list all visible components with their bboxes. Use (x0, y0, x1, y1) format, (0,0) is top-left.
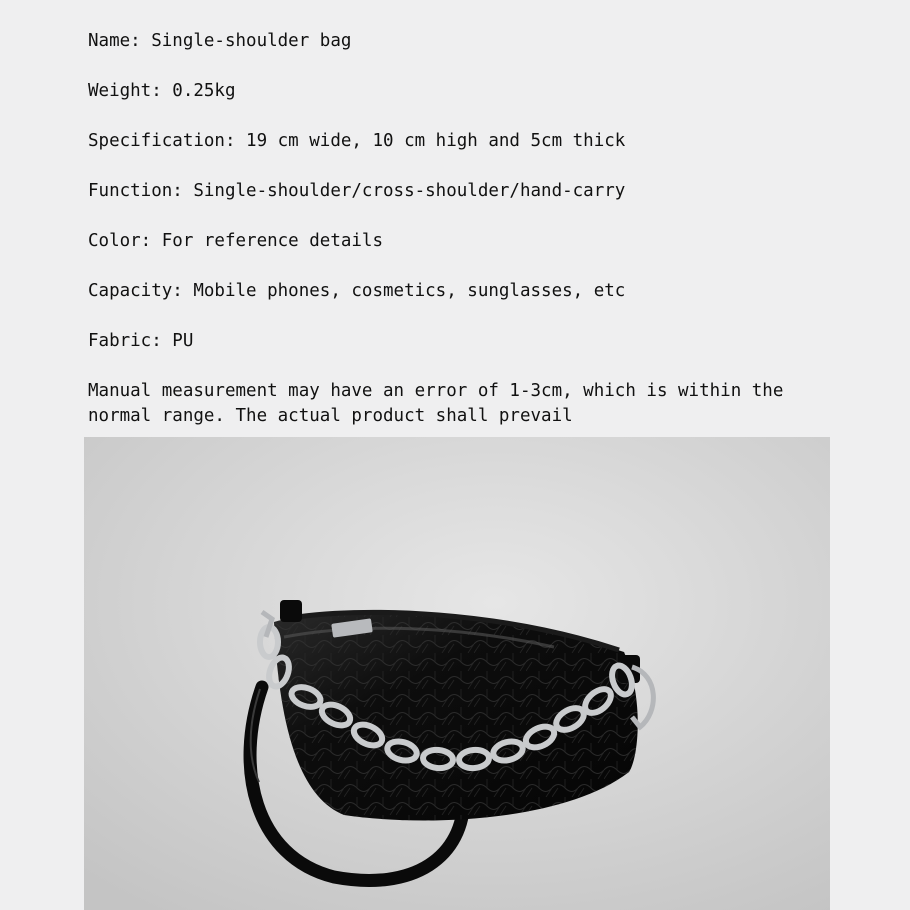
spec-capacity: Capacity: Mobile phones, cosmetics, sunglasses, etc (88, 281, 626, 301)
spec-list (88, 29, 868, 379)
measurement-note: Manual measurement may have an error of 1-3cm, which is within the normal range. The actual product shall prevail (88, 381, 784, 426)
product-photo (84, 437, 830, 910)
spec-color: Color: For reference details (88, 231, 384, 251)
bag-illustration (84, 437, 830, 910)
spec-name: Name: Single-shoulder bag (88, 31, 352, 51)
spec-weight: Weight: 0.25kg (88, 81, 236, 101)
spec-function: Function: Single-shoulder/cross-shoulder/hand-carry (88, 181, 626, 201)
spec-fabric: Fabric: PU (88, 331, 194, 351)
spec-size: Specification: 19 cm wide, 10 cm high and 5cm thick (88, 131, 626, 151)
